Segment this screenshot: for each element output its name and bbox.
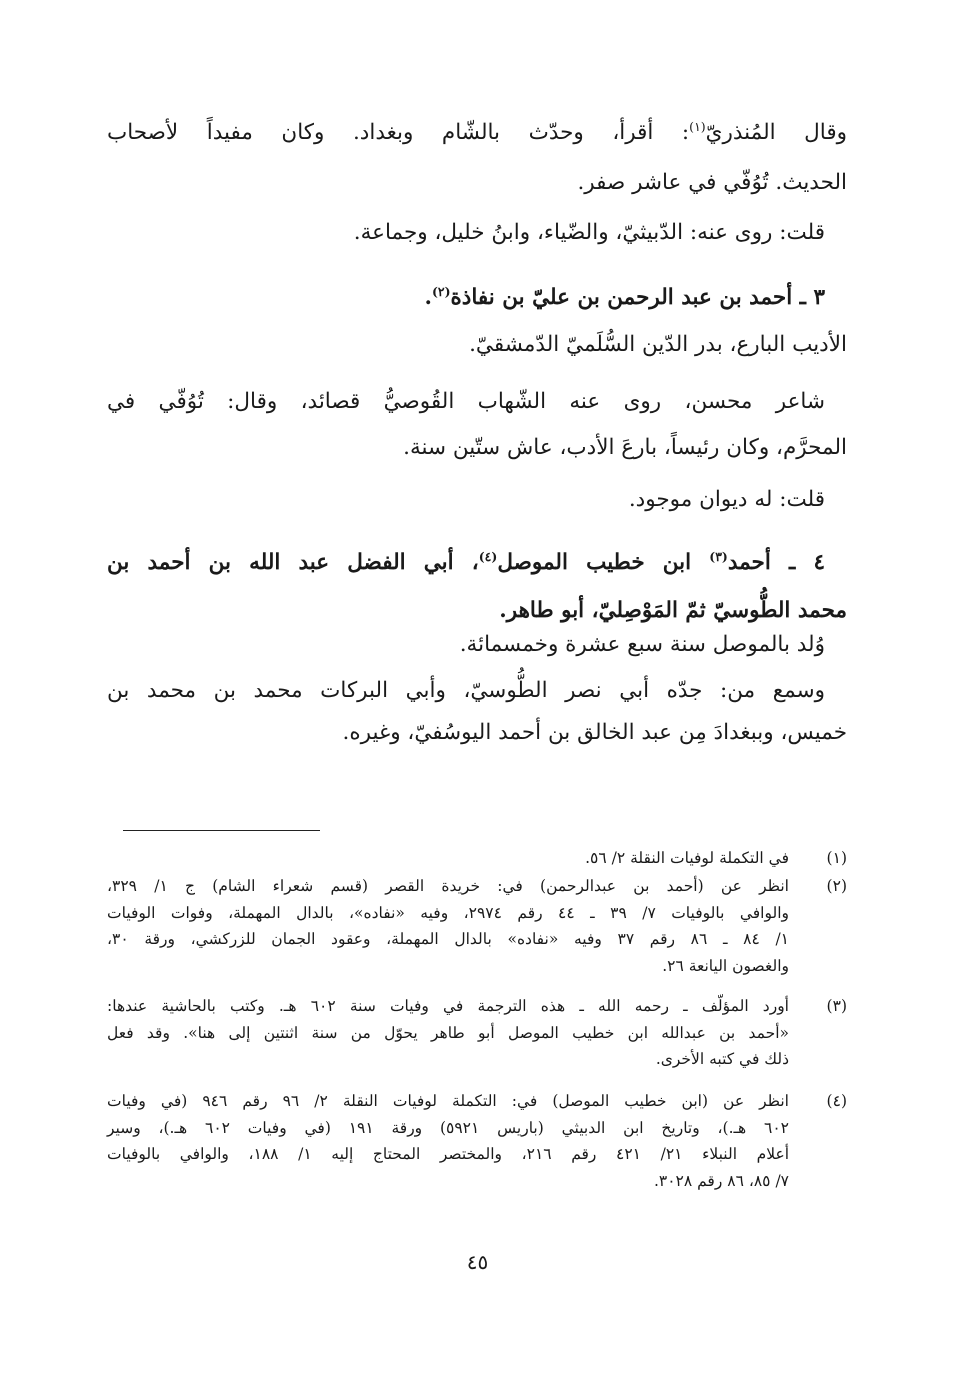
- footnote-separator: [123, 830, 320, 831]
- footnote-2: [107, 873, 847, 979]
- footnote-line: «أحمد بن عبدالله ابن خطيب الموصل أبو طاهر يحوّل من سنة اثنتين إلى هنا». وقد فعل: [107, 1023, 789, 1042]
- footnote-number: (٢): [826, 877, 847, 895]
- footnote-line: والغصون اليانعة ٢٦.: [662, 956, 789, 975]
- entry-3-subtitle: الأديب البارع، بدر الدّين السُّلَميّ الدّمشقيّ.: [469, 332, 847, 357]
- footnote-ref-4[interactable]: (٤): [478, 548, 498, 564]
- footnote-line: في التكملة لوفيات النقلة ٢/ ٥٦.: [585, 849, 789, 867]
- entry-4-title-line-1: ٤ ـ أحمد$^{(٣)}$ ابن خطيب الموصل$^{(٤)}$، أبي الفضل عبد الله بن أحمد بن: [107, 548, 825, 575]
- footnote-line: ٦٠٢ هـ.)، وتاريخ ابن الدبيثي (باريس ٥٩٢١) ورقة ١٩١ (في وفيات ٦٠٢ هـ.)، وسير: [107, 1118, 790, 1137]
- footnote-ref-2[interactable]: (٢): [431, 283, 451, 299]
- footnote-line: ١/ ٨٤ ـ ٨٦ رقم ٣٧ وفيه «نفاده» بالدال المهملة، وعقود الجمان للزركشي، ورقة ٣٠،: [107, 930, 789, 948]
- footnote-number: (٤): [826, 1092, 847, 1110]
- footnote-line: أورد المؤلّف ـ رحمه الله ـ هذه الترجمة في وفيات سنة ٦٠٢ هـ. وكتب بالحاشية عندها:: [107, 997, 789, 1015]
- entry-3-para-line-1: شاعر محسن، روى عنه الشّهاب القُوصيُّ قصائد، وقال: تُوُفّي في: [107, 389, 825, 414]
- footnote-number: (٣): [826, 997, 847, 1015]
- footnote-line: ٧/ ٨٥، ٨٦ رقم ٣٠٢٨.: [653, 1171, 789, 1190]
- footnote-line: ذلك في كتبه الأخرى.: [655, 1050, 789, 1068]
- footnote-3: [107, 993, 847, 1073]
- text-line-3: قلت: روى عنه: الدّبيثيّ، والضّياء، وابنُ خليل، وجماعة.: [353, 220, 825, 245]
- entry-4-para-line-3: خميس، وببغدادَ مِن عبد الخالق بن أحمد اليوسُفيّ، وغيره.: [342, 720, 847, 745]
- entry-4-title-line-2: محمد الطُّوسيّ ثمّ المَوْصِليّ، أبو طاهر.: [499, 598, 847, 623]
- entry-3-title: ٣ ـ أحمد بن عبد الرحمن بن عليّ بن نفاذة$^{(٢)}$.: [424, 283, 825, 310]
- footnote-line: انظر عن (ابن خطيب الموصل) في: التكملة لوفيات النقلة ٢/ ٩٦ رقم ٩٤٦ (في وفيات: [107, 1092, 789, 1110]
- footnote-ref-3[interactable]: (٣): [709, 548, 728, 564]
- footnote-line: أعلام النبلاء ٢١/ ٤٢١ رقم ٢١٦، والمختصر المحتاج إليه ١/ ١٨٨، والوافي بالوفيات: [107, 1145, 789, 1163]
- footnote-4: [107, 1088, 847, 1194]
- entry-3-para-line-2: المحرَّم، وكان رئيساً، بارعَ الأدب، عاش ستّين سنة.: [403, 435, 847, 460]
- entry-4-para-line-1: وُلد بالموصل سنة سبع عشرة وخمسمائة.: [459, 632, 825, 657]
- footnote-ref-1[interactable]: (١): [689, 118, 706, 134]
- footnote-line: انظر عن (أحمد بن عبدالرحمن) في: خريدة القصر (قسم شعراء الشام) ج ١/ ٣٢٩،: [107, 877, 789, 895]
- text-line-2: الحديث. تُوُفّي في عاشر صفر.: [577, 170, 847, 195]
- entry-4-para-line-2: وسمع من: جدّه أبي نصر الطُّوسيّ، وأبي البركات محمد بن محمد بن: [107, 678, 825, 703]
- page-number: ٤٥: [466, 1250, 489, 1274]
- text-line-1: وقال المُنذريّ$^{(١)}$: أقرأ، وحدّث بالشّام وبغداد. وكان مفيداً لأصحاب: [107, 118, 847, 145]
- footnote-1: [107, 845, 847, 872]
- entry-3-note: قلت: له ديوان موجود.: [628, 487, 825, 512]
- footnote-number: (١): [826, 849, 847, 867]
- footnote-line: والوافي بالوفيات ٧/ ٣٩ ـ ٤٤ رقم ٢٩٧٤، وفيه «نفاده»، بالدال المهملة، وفوات الوفيات: [107, 903, 789, 922]
